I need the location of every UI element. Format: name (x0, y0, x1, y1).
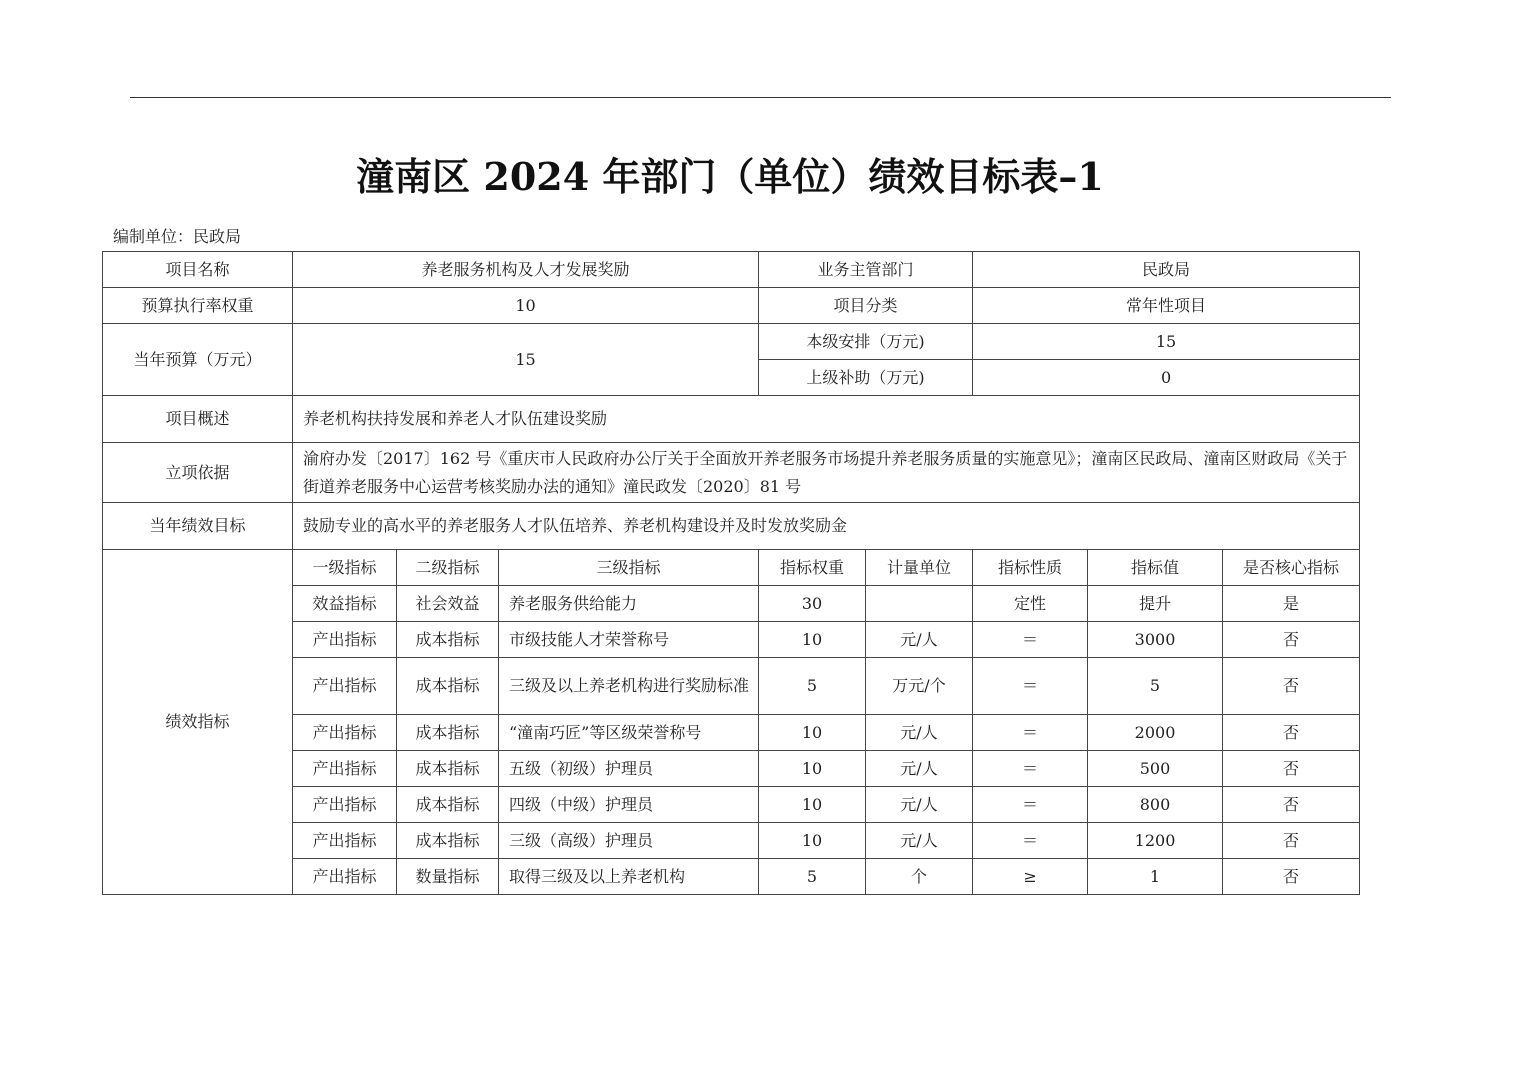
indicator-core: 否 (1223, 787, 1360, 823)
level3-indicator: “潼南巧匠”等区级荣誉称号 (499, 715, 759, 751)
header-rule (130, 97, 1391, 98)
column-header: 计量单位 (866, 550, 973, 586)
column-header: 指标值 (1088, 550, 1223, 586)
level3-indicator: 养老服务供给能力 (499, 586, 759, 622)
indicator-weight: 10 (759, 751, 866, 787)
category-label: 项目分类 (759, 288, 973, 324)
indicator-unit: 个 (866, 859, 973, 895)
level1-indicator: 产出指标 (293, 715, 397, 751)
goal-value: 鼓励专业的高水平的养老服务人才队伍培养、养老机构建设并及时发放奖励金 (293, 503, 1360, 550)
indicator-unit: 元/人 (866, 823, 973, 859)
indicator-weight: 10 (759, 787, 866, 823)
column-header: 指标性质 (973, 550, 1088, 586)
level2-indicator: 成本指标 (397, 715, 499, 751)
indicator-value: 3000 (1088, 622, 1223, 658)
level2-indicator: 社会效益 (397, 586, 499, 622)
indicator-core: 否 (1223, 658, 1360, 715)
indicator-weight: 10 (759, 622, 866, 658)
indicator-value: 500 (1088, 751, 1223, 787)
level1-indicator: 产出指标 (293, 658, 397, 715)
indicator-nature: ＝ (973, 622, 1088, 658)
indicator-weight: 10 (759, 715, 866, 751)
indicator-nature: ＝ (973, 823, 1088, 859)
compiling-unit: 编制单位：民政局 (113, 227, 242, 246)
indicator-nature: ＝ (973, 658, 1088, 715)
column-header: 二级指标 (397, 550, 499, 586)
indicator-value: 5 (1088, 658, 1223, 715)
weight-value: 10 (293, 288, 759, 324)
level3-indicator: 三级（高级）护理员 (499, 823, 759, 859)
level3-indicator: 五级（初级）护理员 (499, 751, 759, 787)
level3-indicator: 市级技能人才荣誉称号 (499, 622, 759, 658)
indicator-core: 是 (1223, 586, 1360, 622)
project-name-label: 项目名称 (103, 252, 293, 288)
column-header: 是否核心指标 (1223, 550, 1360, 586)
indicator-nature: ≥ (973, 859, 1088, 895)
indicator-core: 否 (1223, 715, 1360, 751)
level2-indicator: 成本指标 (397, 787, 499, 823)
subsidy-label: 上级补助（万元) (759, 360, 973, 396)
level1-indicator: 效益指标 (293, 586, 397, 622)
level2-indicator: 成本指标 (397, 823, 499, 859)
summary-value: 养老机构扶持发展和养老人才队伍建设奖励 (293, 396, 1360, 443)
level2-indicator: 成本指标 (397, 622, 499, 658)
indicator-value: 1 (1088, 859, 1223, 895)
indicator-value: 800 (1088, 787, 1223, 823)
indicator-weight: 30 (759, 586, 866, 622)
indicator-value: 2000 (1088, 715, 1223, 751)
indicator-unit (866, 586, 973, 622)
indicator-unit: 元/人 (866, 715, 973, 751)
project-name-value: 养老服务机构及人才发展奖励 (293, 252, 759, 288)
level1-indicator: 产出指标 (293, 622, 397, 658)
indicator-weight: 5 (759, 658, 866, 715)
indicator-core: 否 (1223, 751, 1360, 787)
indicator-nature: ＝ (973, 715, 1088, 751)
performance-table (102, 251, 1360, 895)
indicator-core: 否 (1223, 823, 1360, 859)
indicator-weight: 5 (759, 859, 866, 895)
indicator-unit: 元/人 (866, 787, 973, 823)
column-header: 指标权重 (759, 550, 866, 586)
level2-indicator: 数量指标 (397, 859, 499, 895)
level3-indicator: 取得三级及以上养老机构 (499, 859, 759, 895)
page-title: 潼南区 2024 年部门（单位）绩效目标表–1 (356, 154, 1104, 199)
column-header: 一级指标 (293, 550, 397, 586)
basis-value: 渝府办发〔2017〕162 号《重庆市人民政府办公厅关于全面放开养老服务市场提升养老服务质量的实施意见》；潼南区民政局、潼南区财政局《关于街道养老服务中心运营考核奖励办法的通知》潼民政发〔2020〕81 号 (293, 443, 1360, 503)
indicator-unit: 万元/个 (866, 658, 973, 715)
indicator-nature: 定性 (973, 586, 1088, 622)
budget-value: 15 (293, 324, 759, 396)
goal-label: 当年绩效目标 (103, 503, 293, 550)
summary-label: 项目概述 (103, 396, 293, 443)
level1-indicator: 产出指标 (293, 787, 397, 823)
indicator-value: 1200 (1088, 823, 1223, 859)
local-budget-value: 15 (973, 324, 1360, 360)
subsidy-value: 0 (973, 360, 1360, 396)
level2-indicator: 成本指标 (397, 658, 499, 715)
level2-indicator: 成本指标 (397, 751, 499, 787)
level1-indicator: 产出指标 (293, 859, 397, 895)
weight-label: 预算执行率权重 (103, 288, 293, 324)
indicator-nature: ＝ (973, 751, 1088, 787)
dept-label: 业务主管部门 (759, 252, 973, 288)
level1-indicator: 产出指标 (293, 823, 397, 859)
category-value: 常年性项目 (973, 288, 1360, 324)
level3-indicator: 三级及以上养老机构进行奖励标准 (499, 658, 759, 715)
basis-label: 立项依据 (103, 443, 293, 503)
budget-label: 当年预算（万元） (103, 324, 293, 396)
indicator-unit: 元/人 (866, 751, 973, 787)
indicator-weight: 10 (759, 823, 866, 859)
level3-indicator: 四级（中级）护理员 (499, 787, 759, 823)
local-budget-label: 本级安排（万元) (759, 324, 973, 360)
level1-indicator: 产出指标 (293, 751, 397, 787)
indicator-core: 否 (1223, 622, 1360, 658)
indicator-nature: ＝ (973, 787, 1088, 823)
indicators-section-label: 绩效指标 (103, 550, 293, 895)
indicator-value: 提升 (1088, 586, 1223, 622)
column-header: 三级指标 (499, 550, 759, 586)
indicator-unit: 元/人 (866, 622, 973, 658)
indicator-core: 否 (1223, 859, 1360, 895)
dept-value: 民政局 (973, 252, 1360, 288)
